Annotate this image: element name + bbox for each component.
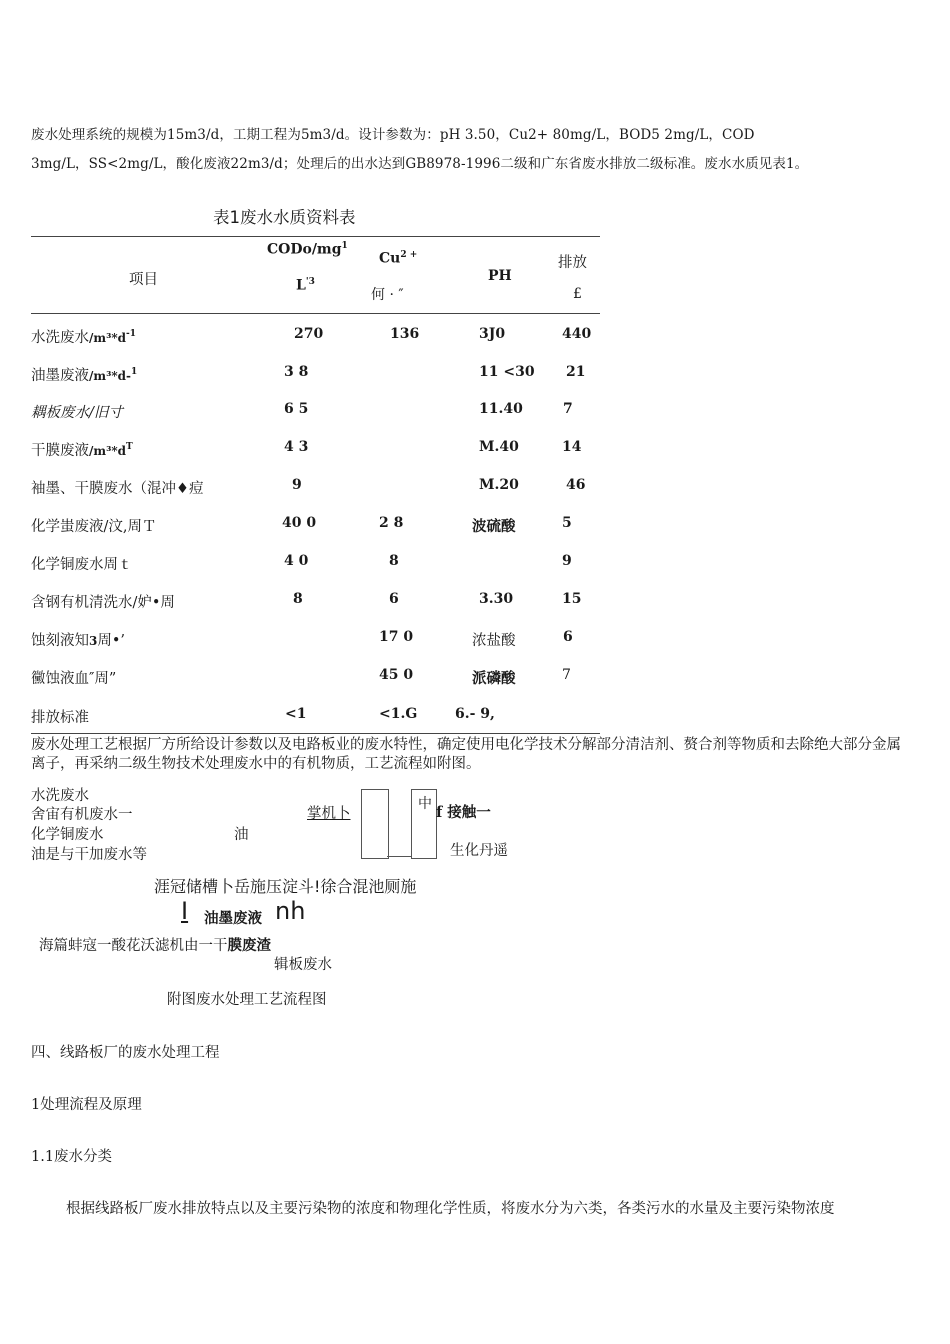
header-discharge-line1: 排放	[558, 255, 587, 271]
process-paragraph: 废水处理工艺根据厂方所给设计参数以及电路板业的废水特性，确定使用电化学技术分解部分清洁剂、赘合剂等物质和去除绝大部分金属离子，再采纳二级生物技术处理废水中的有机物质，工艺流程如附图。	[31, 737, 901, 772]
row-8-discharge: 15	[562, 591, 582, 607]
flow-contact-label: f 接触一	[436, 804, 491, 821]
header-discharge-line2: £	[573, 286, 582, 302]
row-2-discharge: 21	[566, 364, 586, 380]
row-2-ph: 11 <30	[479, 364, 535, 380]
row-7-label: 化学铜废水周ｔ	[31, 557, 133, 573]
flow-machine-label: 掌机卜	[307, 806, 351, 822]
header-ph: PH	[488, 268, 512, 284]
intro-line-2: 3mg/L，SS<2mg/L，酸化废液22m3/d；处理后的出水达到GB8978-1996二级和广东省废水排放二级标准。废水水质见表1。	[31, 156, 809, 172]
section-1-heading: 1处理流程及原理	[31, 1097, 142, 1113]
row-4-discharge: 14	[562, 439, 582, 455]
flow-bottom-line: 海篇蚌寇一酸花沃滤机由一干膜废渣	[39, 937, 271, 954]
table-header-rule	[31, 313, 600, 314]
row-1-discharge: 440	[562, 326, 592, 342]
section-4-heading: 四、线路板厂的废水处理工程	[31, 1045, 220, 1061]
row-5-discharge: 46	[566, 477, 586, 493]
row-7-cu: 8	[389, 553, 399, 569]
flow-board-waste: 辑板废水	[274, 957, 332, 973]
header-item: 项目	[129, 272, 158, 288]
flow-middle-label: 中	[418, 796, 432, 812]
row-10-ph: 派磷酸	[472, 670, 516, 687]
row-11-ph: 6.- 9,	[455, 706, 495, 722]
row-4-cod: 4 3	[284, 439, 309, 455]
row-6-cod: 40 0	[282, 515, 317, 531]
row-5-label: 袖墨、干膜废水（混冲♦痘	[31, 481, 204, 497]
table-bottom-rule	[31, 733, 600, 734]
flow-i-mark: I	[181, 897, 189, 925]
flow-ink-waste-label: 油墨废液	[204, 910, 262, 927]
row-7-cod: 4 0	[284, 553, 309, 569]
row-3-discharge: 7	[563, 401, 573, 417]
flow-caption: 附图废水处理工艺流程图	[167, 992, 327, 1008]
row-2-cod: 3 8	[284, 364, 309, 380]
flow-nh-label: nh	[275, 897, 306, 925]
intro-line-1: 废水处理系统的规模为15m3/d，工期工程为5m3/d。设计参数为：pH 3.50，Cu2+ 80mg/L，BOD5 2mg/L，COD	[31, 127, 755, 143]
row-4-ph: M.40	[479, 439, 519, 455]
header-cu-line2: 何 · ″	[371, 287, 404, 303]
row-4-label: 干膜废液$/m^3*d^T$	[31, 442, 133, 459]
row-2-label: 油墨废液/m³*d-$^1$	[31, 367, 138, 384]
row-10-cu: 45 0	[379, 667, 414, 683]
flow-tank-link	[387, 856, 411, 857]
row-3-label: 耦板废水/旧寸	[31, 405, 123, 421]
row-1-label: 水洗废水$/m^3*d^{-1}$	[31, 329, 137, 346]
row-6-label: 化学蚩废液/汶,周Ｔ	[31, 519, 157, 535]
header-cod-line1: CODo/$mg^1$	[267, 241, 348, 258]
section-1-1-heading: 1.1废水分类	[31, 1149, 113, 1165]
row-9-ph: 浓盐酸	[472, 633, 516, 649]
flow-ink-film-waste: 油是与干加废水等	[31, 847, 147, 863]
row-6-discharge: 5	[562, 515, 572, 531]
flow-copper-waste: 化学铜废水	[31, 827, 104, 843]
row-1-cod: 270	[294, 326, 324, 342]
row-8-cu: 6	[389, 591, 399, 607]
row-1-ph: 3J0	[479, 326, 506, 342]
flow-main-line: 涯冠储槽卜岳施压淀斗!徐合混池厕施	[154, 877, 417, 896]
row-3-ph: 11.40	[479, 401, 523, 417]
row-8-label: 含钢有机清洗水/妒•周	[31, 595, 175, 611]
flow-oil-label: 油	[234, 827, 249, 843]
section-paragraph: 根据线路板厂废水排放特点以及主要污染物的浓度和物理化学性质，将废水分为六类，各类污水的水量及主要污染物浓度	[66, 1201, 835, 1217]
row-9-label: 蚀刻液知3周•’	[31, 633, 126, 649]
table-title: 表1废水水质资料表	[213, 208, 356, 227]
header-cu-line1: $Cu^{2 +}$	[379, 250, 418, 267]
row-11-cu: <1.G	[379, 706, 418, 722]
row-3-cod: 6 5	[284, 401, 309, 417]
row-5-ph: M.20	[479, 477, 519, 493]
row-7-discharge: 9	[562, 553, 572, 569]
table-top-rule	[31, 236, 600, 237]
row-5-cod: 9	[292, 477, 302, 493]
flow-water-wash: 水洗废水	[31, 788, 89, 804]
row-10-label: 黴蚀液血″周”	[31, 671, 117, 687]
flow-tank-1	[361, 789, 389, 859]
row-11-label: 排放标准	[31, 710, 89, 726]
flow-biochem-label: 生化丹遥	[450, 843, 508, 859]
row-10-discharge: 7	[562, 667, 571, 683]
header-cod-line2: $L^{'3}$	[296, 277, 315, 294]
row-11-cod: <1	[285, 706, 307, 722]
row-6-cu: 2 8	[379, 515, 404, 531]
row-9-cu: 17 0	[379, 629, 414, 645]
row-8-ph: 3.30	[479, 591, 514, 607]
row-8-cod: 8	[293, 591, 303, 607]
row-9-discharge: 6	[563, 629, 573, 645]
row-1-cu: 136	[390, 326, 420, 342]
flow-organic-waste: 舍宙有机废水一	[31, 807, 133, 823]
row-6-ph: 波硫酸	[472, 518, 516, 535]
